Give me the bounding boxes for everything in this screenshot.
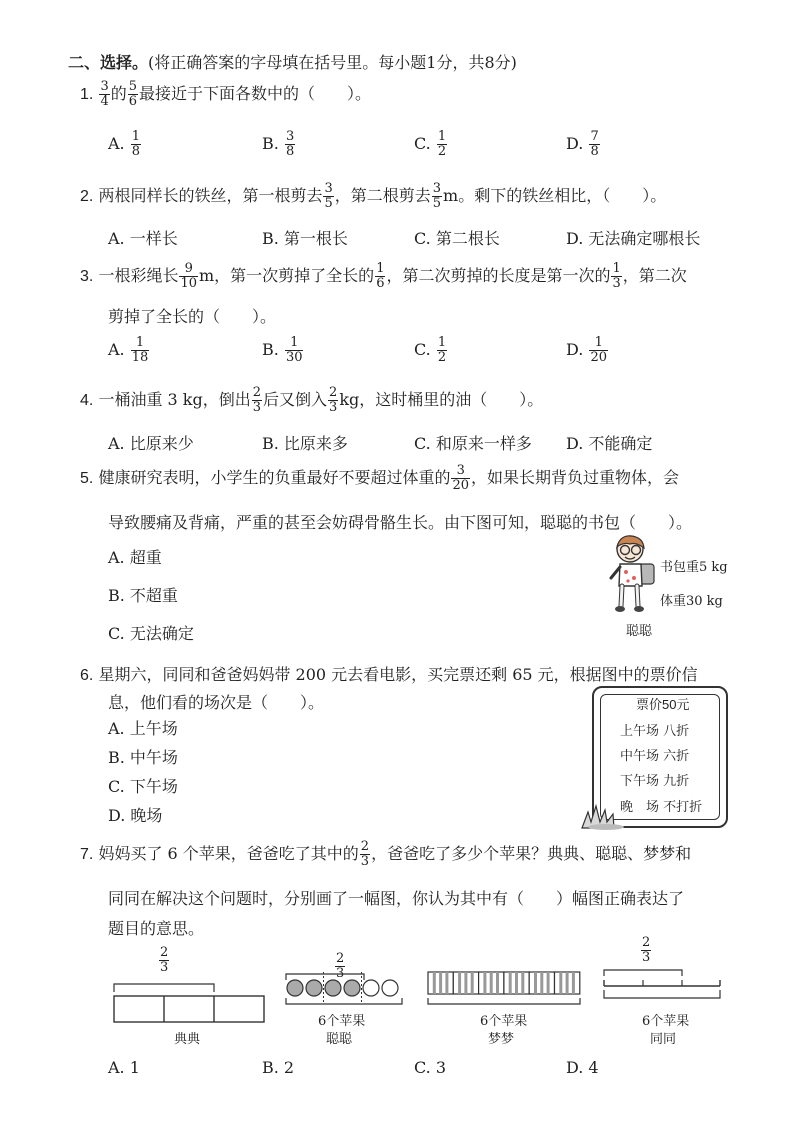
fig3-box-stripe (572, 972, 575, 994)
child-name-label: 聪聪 (626, 624, 653, 639)
q3-option-b[interactable]: B. $\frac{1}{30}$ (262, 335, 303, 365)
question-1: 1. $\frac{3}{4}$ 的 $\frac{5}{6}$ 最接近于下面各数中的（ ）。 (80, 79, 372, 109)
q1-option-a[interactable]: A. $\frac{1}{8}$ (108, 129, 141, 159)
q5-line2: 导致腰痛及背痛，严重的甚至会妨碍骨骼生长。由下图可知，聪聪的书包（ ）。 (108, 513, 693, 532)
fig3-box-stripe (490, 972, 493, 994)
fig2-apples-label: 6个苹果 (318, 1014, 366, 1029)
price-board-title: 票价50元 (636, 697, 690, 712)
q7-option-b[interactable]: B. 2 (262, 1058, 295, 1077)
fig4-line-diagram (600, 966, 726, 1006)
fig1-fraction: $\frac{2}{3}$ (160, 945, 169, 975)
q2-option-c[interactable]: C. 第二根长 (414, 229, 500, 248)
q5-option-a[interactable]: A. 超重 (108, 548, 162, 567)
q6-line2: 息，他们看的场次是（ ）。 (108, 693, 325, 712)
q3-option-d[interactable]: D. $\frac{1}{20}$ (566, 335, 607, 365)
q7-option-c[interactable]: C. 3 (414, 1058, 447, 1077)
price-row: 晚 场 不打折 (620, 800, 703, 815)
fig4-apples-label: 6个苹果 (642, 1014, 690, 1029)
question-7: 7. 妈妈买了 6 个苹果，爸爸吃了其中的 $\frac{2}{3}$ ，爸爸吃了多少个苹果？典典、聪聪、梦梦和 (80, 839, 692, 869)
q7-line3: 题目的意思。 (108, 919, 205, 938)
question-3: 3. 一根彩绳长 $\frac{9}{10}$ m，第一次剪掉了全长的 $\frac{1}{6}$ ，第二次剪掉的长度是第一次的 $\frac{1}{3}$ ，第二次 (80, 261, 687, 291)
q7-option-a[interactable]: A. 1 (108, 1058, 140, 1077)
q3-option-a[interactable]: A. $\frac{1}{18}$ (108, 335, 149, 365)
fig3-box-stripe (566, 972, 569, 994)
body-weight-label: 体重30 kg (660, 594, 723, 609)
price-row: 中午场 六折 (620, 749, 690, 764)
fig3-box-stripe (471, 972, 474, 994)
q6-option-b[interactable]: B. 中午场 (108, 748, 178, 767)
fig3-box-stripe (464, 972, 467, 994)
fig3-apples-label: 6个苹果 (480, 1014, 528, 1029)
fig3-box-stripe (509, 972, 512, 994)
q1-option-c[interactable]: C. $\frac{1}{2}$ (414, 129, 447, 159)
fig3-box-stripe (559, 972, 562, 994)
fig3-box-stripe (433, 972, 436, 994)
fig3-box-stripe (445, 972, 448, 994)
fig3-name: 梦梦 (488, 1032, 515, 1047)
q1-number: 1. (80, 86, 94, 103)
fig3-box-stripe (540, 972, 543, 994)
fig3-box-stripe (521, 972, 524, 994)
grass-icon (578, 800, 628, 830)
q4-option-a[interactable]: A. 比原来少 (108, 434, 194, 453)
fig3-box-stripe (483, 972, 486, 994)
question-2: 2. 两根同样长的铁丝，第一根剪去 $\frac{3}{5}$ ，第二根剪去 $\frac{3}{5}$ m。剩下的铁丝相比，（ ）。 (80, 181, 667, 211)
question-6: 6. 星期六，同同和爸爸妈妈带 200 元去看电影，买完票还剩 65 元，根据图中的票价信 (80, 665, 698, 684)
q4-option-c[interactable]: C. 和原来一样多 (414, 434, 532, 453)
fig3-box-stripe (515, 972, 518, 994)
q4-option-b[interactable]: B. 比原来多 (262, 434, 348, 453)
bag-weight-label: 书包重5 kg (660, 560, 728, 575)
q2-option-d[interactable]: D. 无法确定哪根长 (566, 229, 701, 248)
fig2-name: 聪聪 (326, 1032, 353, 1047)
q1-frac2: $\frac{5}{6}$ (128, 79, 138, 109)
q6-option-d[interactable]: D. 晚场 (108, 806, 163, 825)
fig1-bar-diagram (110, 978, 266, 1026)
fig1-name: 典典 (174, 1032, 201, 1047)
fig3-box-stripe (534, 972, 537, 994)
fig3-box-stripe (439, 972, 442, 994)
q1-text: 最接近于下面各数中的（ ）。 (139, 84, 372, 103)
fig2-apple-circles (282, 966, 408, 1010)
child-with-backpack-icon (606, 534, 658, 616)
q5-option-c[interactable]: C. 无法确定 (108, 624, 194, 643)
question-5: 5. 健康研究表明，小学生的负重最好不要超过体重的 $\frac{3}{20}$ ，如果长期背负过重物体，会 (80, 463, 680, 493)
fig4-name: 同同 (650, 1032, 677, 1047)
q7-line2: 同同在解决这个问题时，分别画了一幅图，你认为其中有（ ）幅图正确表达了 (108, 889, 685, 908)
q3-line2: 剪掉了全长的（ ）。 (108, 307, 277, 326)
q6-option-a[interactable]: A. 上午场 (108, 719, 178, 738)
fig4-fraction: $\frac{2}{3}$ (642, 935, 651, 965)
q7-option-d[interactable]: D. 4 (566, 1058, 599, 1077)
q1-option-b[interactable]: B. $\frac{3}{8}$ (262, 129, 295, 159)
fig3-box-stripe (547, 972, 550, 994)
q4-option-d[interactable]: D. 不能确定 (566, 434, 653, 453)
question-4: 4. 一桶油重 3 kg，倒出 $\frac{2}{3}$ 后又倒入 $\frac{2}{3}$ kg，这时桶里的油（ ）。 (80, 385, 544, 415)
section-instruction: (将正确答案的字母填在括号里。每小题1分，共8分) (148, 53, 517, 72)
q6-option-c[interactable]: C. 下午场 (108, 777, 178, 796)
q2-option-b[interactable]: B. 第一根长 (262, 229, 348, 248)
q5-option-b[interactable]: B. 不超重 (108, 586, 178, 605)
section-title: 二、选择。 (68, 53, 149, 72)
fig3-box-stripe (458, 972, 461, 994)
q1-frac1: $\frac{3}{4}$ (100, 79, 109, 109)
price-row: 上午场 八折 (620, 724, 690, 739)
price-row: 下午场 九折 (620, 774, 690, 789)
section-header (68, 50, 517, 73)
fig3-apple-boxes (424, 966, 584, 1010)
q3-option-c[interactable]: C. $\frac{1}{2}$ (414, 335, 447, 365)
fig3-box-stripe (496, 972, 499, 994)
fig2-fraction: $\frac{2}{3}$ (336, 951, 345, 981)
q1-option-d[interactable]: D. $\frac{7}{8}$ (566, 129, 599, 159)
q2-option-a[interactable]: A. 一样长 (108, 229, 178, 248)
